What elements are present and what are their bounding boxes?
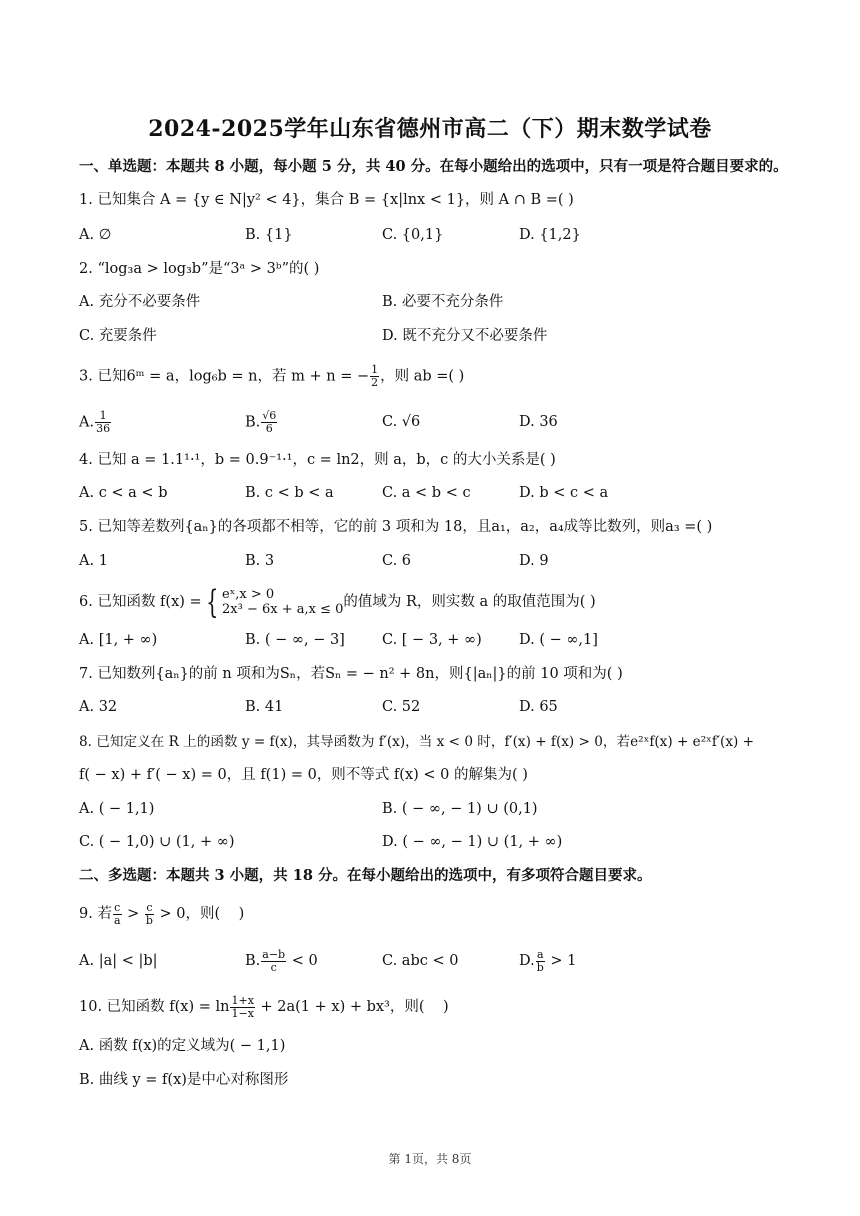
q9-text-start: 9. 若 (79, 906, 112, 922)
q10-fraction (230, 995, 254, 1020)
q8-option-b: B. ( − ∞, − 1) ∪ (0,1) (382, 801, 538, 817)
q9-option-b-numerator: a−b (262, 947, 286, 961)
q9-option-b (245, 944, 318, 978)
section-heading-single-choice: 一、单选题：本题共 8 小题，每小题 5 分，共 40 分。在每小题给出的选项中，只有一项是符合题目要求的。 (79, 158, 788, 175)
question-9 (79, 900, 244, 928)
q9-option-b-fraction (261, 949, 286, 974)
q6-option-d: D. ( − ∞,1] (519, 632, 598, 648)
q3-fraction-denominator: 2 (371, 376, 379, 389)
question-10 (79, 992, 449, 1022)
q9-option-b-label: B. (245, 953, 261, 969)
q3-text-end: ，则 ab =( ) (380, 368, 465, 385)
q1-option-c: C. {0,1} (382, 227, 444, 243)
q7-option-a: A. 32 (79, 699, 118, 715)
q6-option-b: B. ( − ∞, − 3] (245, 632, 345, 648)
q9-inequality-sign: > (122, 906, 144, 922)
q3-option-a-denominator: 36 (96, 422, 111, 435)
q5-option-c: C. 6 (382, 553, 412, 569)
q7-option-c: C. 52 (382, 699, 421, 715)
q6-piecewise (202, 583, 344, 621)
q6-case-1: eˣ,x > 0 (222, 587, 275, 602)
q2-option-b: B. 必要不充分条件 (382, 294, 504, 310)
q9-option-d-fraction (536, 949, 545, 974)
q10-text-end: + 2a(1 + x) + bx³，则( ) (255, 999, 449, 1015)
q4-option-d: D. b < c < a (519, 485, 609, 501)
q1-option-a: A. ∅ (79, 227, 112, 243)
q9-fraction-2 (145, 902, 154, 927)
q4-option-b: B. c < b < a (245, 485, 334, 501)
q9-fraction-1-denominator: a (113, 913, 121, 927)
question-8-line-1: 8. 已知定义在 R 上的函数 y = f(x)，其导函数为 f′(x)，当 x < 0 时，f′(x) + f(x) > 0，若e²ˣf(x) + e²ˣf′(x) + (79, 734, 755, 750)
q9-option-d-label: D. (519, 953, 535, 969)
question-6 (79, 582, 596, 622)
q4-option-a: A. c < a < b (79, 485, 168, 501)
q9-option-b-tail: < 0 (287, 953, 318, 969)
q9-option-d (519, 944, 576, 978)
q6-cases (222, 587, 343, 617)
q9-fraction-1-numerator: c (114, 900, 121, 914)
q9-option-c: C. abc < 0 (382, 953, 459, 969)
q7-option-d: D. 65 (519, 699, 558, 715)
q10-text-start: 10. 已知函数 f(x) = ln (79, 999, 230, 1015)
q2-option-a: A. 充分不必要条件 (79, 294, 201, 310)
q6-text-end: 的值域为 R，则实数 a 的取值范围为( ) (343, 594, 596, 610)
q10-option-a: A. 函数 f(x)的定义域为( − 1,1) (79, 1038, 286, 1054)
q3-option-b-numerator: √6 (262, 409, 277, 422)
question-5: 5. 已知等差数列{aₙ}的各项都不相等，它的前 3 项和为 18，且a₁，a₂，a₄成等比数列，则a₃ =( ) (79, 519, 713, 535)
q3-fraction-numerator: 1 (371, 363, 379, 376)
q7-option-b: B. 41 (245, 699, 284, 715)
q3-option-a-label: A. (79, 414, 95, 431)
page-footer: 第 1页，共 8页 (388, 1152, 472, 1166)
q9-option-d-denominator: b (536, 960, 544, 974)
q9-option-a: A. |a| < |b| (79, 953, 158, 969)
q3-option-a (79, 410, 112, 435)
q3-option-a-numerator: 1 (95, 410, 111, 423)
q6-text-start: 6. 已知函数 f(x) = (79, 594, 202, 610)
q9-option-d-numerator: a (536, 947, 544, 961)
q4-option-c: C. a < b < c (382, 485, 471, 501)
q3-option-b-denominator: 6 (265, 422, 273, 435)
q1-option-d: D. {1,2} (519, 227, 581, 243)
q8-option-c: C. ( − 1,0) ∪ (1, + ∞) (79, 834, 235, 850)
question-7: 7. 已知数列{aₙ}的前 n 项和为Sₙ，若Sₙ = − n² + 8n，则{|aₙ|}的前 10 项和为( ) (79, 666, 623, 682)
page-title: 2024-2025学年山东省德州市高二（下）期末数学试卷 (148, 116, 712, 142)
question-8-line-2: f( − x) + f′( − x) = 0，且 f(1) = 0，则不等式 f(x) < 0 的解集为( ) (79, 767, 528, 783)
section-heading-multiple-choice: 二、多选题：本题共 3 小题，共 18 分。在每小题给出的选项中，有多项符合题目要求。 (79, 867, 652, 884)
q9-option-b-denominator: c (270, 960, 277, 974)
q9-text-end: > 0，则( ) (154, 906, 245, 922)
q8-option-a: A. ( − 1,1) (79, 801, 155, 817)
q9-option-d-tail: > 1 (545, 953, 577, 969)
q1-option-b: B. {1} (245, 227, 293, 243)
q3-option-b (245, 410, 278, 435)
q6-case-2: 2x³ − 6x + a,x ≤ 0 (222, 602, 344, 617)
question-4: 4. 已知 a = 1.1¹·¹，b = 0.9⁻¹·¹，c = ln2，则 a，b，c 的大小关系是( ) (79, 452, 556, 468)
q10-fraction-numerator: 1+x (231, 993, 254, 1007)
q3-option-b-label: B. (245, 414, 261, 431)
q5-option-b: B. 3 (245, 553, 275, 569)
q9-fraction-2-numerator: c (146, 900, 153, 914)
q3-option-a-fraction (95, 410, 111, 435)
q6-brace: { (205, 583, 218, 621)
q10-fraction-denominator: 1−x (231, 1006, 254, 1020)
q3-option-d: D. 36 (519, 414, 558, 430)
question-3 (79, 364, 464, 389)
q9-fraction-1 (113, 902, 122, 927)
q2-option-c: C. 充要条件 (79, 328, 157, 344)
question-2: 2. “log₃a > log₃b”是“3ᵃ > 3ᵇ”的( ) (79, 261, 320, 277)
q3-text-start: 3. 已知6ᵐ = a，log₆b = n，若 m + n = − (79, 368, 370, 385)
q9-fraction-2-denominator: b (145, 913, 153, 927)
q3-fraction (370, 364, 379, 389)
q5-option-a: A. 1 (79, 553, 108, 569)
q8-option-d: D. ( − ∞, − 1) ∪ (1, + ∞) (382, 834, 563, 850)
q6-option-a: A. [1, + ∞) (79, 632, 158, 648)
q3-option-b-fraction (261, 410, 277, 435)
q10-option-b: B. 曲线 y = f(x)是中心对称图形 (79, 1072, 289, 1088)
q5-option-d: D. 9 (519, 553, 549, 569)
q3-option-c: C. √6 (382, 414, 421, 430)
question-1: 1. 已知集合 A = {y ∈ N|y² < 4}，集合 B = {x|lnx < 1}，则 A ∩ B =( ) (79, 192, 574, 208)
q6-option-c: C. [ − 3, + ∞) (382, 632, 482, 648)
q2-option-d: D. 既不充分又不必要条件 (382, 328, 548, 344)
